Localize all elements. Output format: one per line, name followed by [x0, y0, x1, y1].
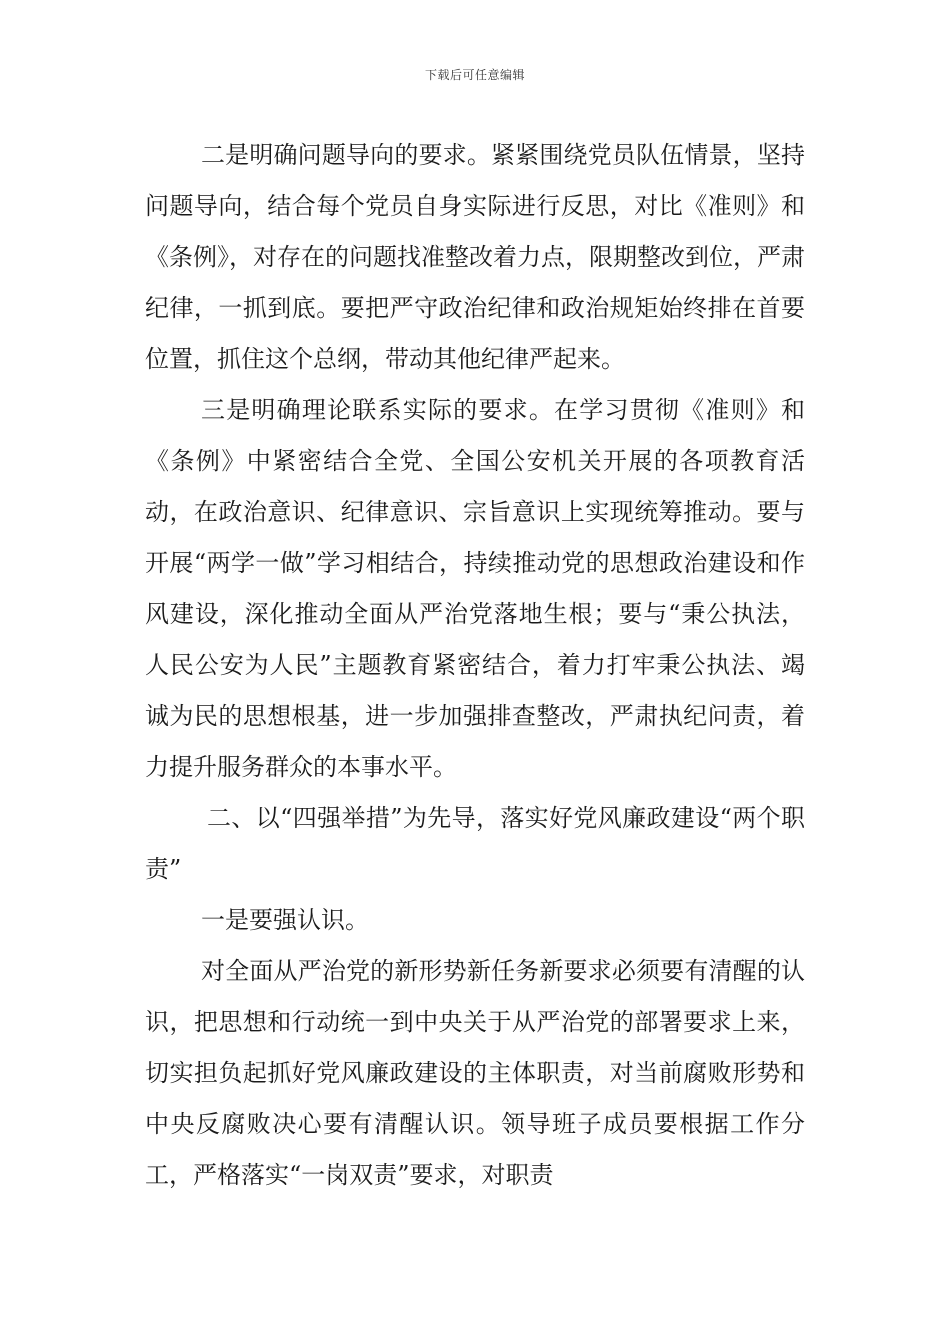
page-header: 下载后可任意编辑	[424, 68, 525, 82]
section-heading-two: 二、以“四强举措”为先导，落实好党风廉政建设“两个职责”	[145, 804, 805, 883]
document-body	[145, 130, 805, 1201]
paragraph-problem-orientation: 二是明确问题导向的要求。紧紧围绕党员队伍情景，坚持问题导向，结合每个党员自身实际进行反思，对比《准则》和《条例》，对存在的问题找准整改着力点，限期整改到位，严肃纪律，一抓到底。要把严守政治纪律和政治规矩始终排在首要位置，抓住这个总纲，带动其他纪律严起来。	[145, 141, 805, 373]
paragraph-awareness-body: 对全面从严治党的新形势新任务新要求必须要有清醒的认识，把思想和行动统一到中央关于从严治党的部署要求上来，切实担负起抓好党风廉政建设的主体职责，对当前腐败形势和中央反腐败决心要有清醒认识。领导班子成员要根据工作分工，严格落实“一岗双责”要求，对职责	[145, 957, 805, 1189]
paragraph-theory-practice: 三是明确理论联系实际的要求。在学习贯彻《准则》和《条例》中紧密结合全党、全国公安机关开展的各项教育活动，在政治意识、纪律意识、宗旨意识上实现统筹推动。要与开展“两学一做”学习相结合，持续推动党的思想政治建设和作风建设，深化推动全面从严治党落地生根；要与“秉公执法，人民公安为人民”主题教育紧密结合，着力打牢秉公执法、竭诚为民的思想根基，进一步加强排查整改，严肃执纪问责，着力提升服务群众的本事水平。	[145, 396, 805, 781]
subheading-strengthen-awareness: 一是要强认识。	[201, 906, 369, 934]
